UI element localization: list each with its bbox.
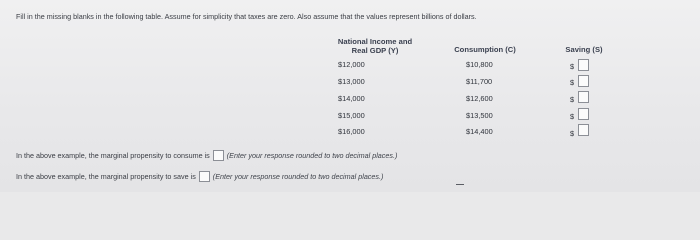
gdp-cell: $14,000 (338, 94, 365, 103)
saving-input-row-3[interactable] (578, 91, 589, 103)
mps-question (16, 171, 383, 182)
instructions-text: Fill in the missing blanks in the following table. Assume for simplicity that taxes are zero. Also assume that the values represent billions of dollars. (16, 12, 477, 21)
header-gdp-line2: Real GDP (Y) (351, 46, 399, 55)
mouse-cursor-mark (456, 184, 464, 185)
saving-dollar-sign: $ (570, 62, 575, 71)
gdp-cell: $13,000 (338, 77, 365, 86)
mpc-question (16, 150, 397, 161)
gdp-cell: $15,000 (338, 111, 365, 120)
consumption-cell: $11,700 (466, 77, 493, 86)
consumption-cell: $12,600 (466, 94, 493, 103)
mpc-prefix: In the above example, the marginal propensity to consume is (16, 151, 210, 160)
saving-dollar-sign: $ (570, 95, 575, 104)
consumption-cell: $10,800 (466, 60, 493, 69)
consumption-cell: $14,400 (466, 127, 493, 136)
mps-input[interactable] (199, 171, 210, 182)
saving-input-row-5[interactable] (578, 124, 589, 136)
saving-dollar-sign: $ (570, 129, 575, 138)
header-gdp (322, 37, 428, 55)
mpc-input[interactable] (213, 150, 224, 161)
saving-input-row-2[interactable] (578, 75, 589, 87)
gdp-cell: $12,000 (338, 60, 365, 69)
header-saving: Saving (S) (565, 45, 603, 54)
saving-input-row-4[interactable] (578, 108, 589, 120)
mps-prefix: In the above example, the marginal propensity to save is (16, 172, 196, 181)
header-consumption: Consumption (C) (454, 45, 516, 54)
gdp-cell: $16,000 (338, 127, 365, 136)
mpc-hint: (Enter your response rounded to two decimal places.) (226, 151, 398, 160)
header-gdp-line1: National Income and (337, 37, 413, 46)
consumption-cell: $13,500 (466, 111, 493, 120)
mps-hint: (Enter your response rounded to two decimal places.) (212, 172, 384, 181)
saving-dollar-sign: $ (570, 112, 575, 121)
saving-input-row-1[interactable] (578, 59, 589, 71)
saving-dollar-sign: $ (570, 78, 575, 87)
